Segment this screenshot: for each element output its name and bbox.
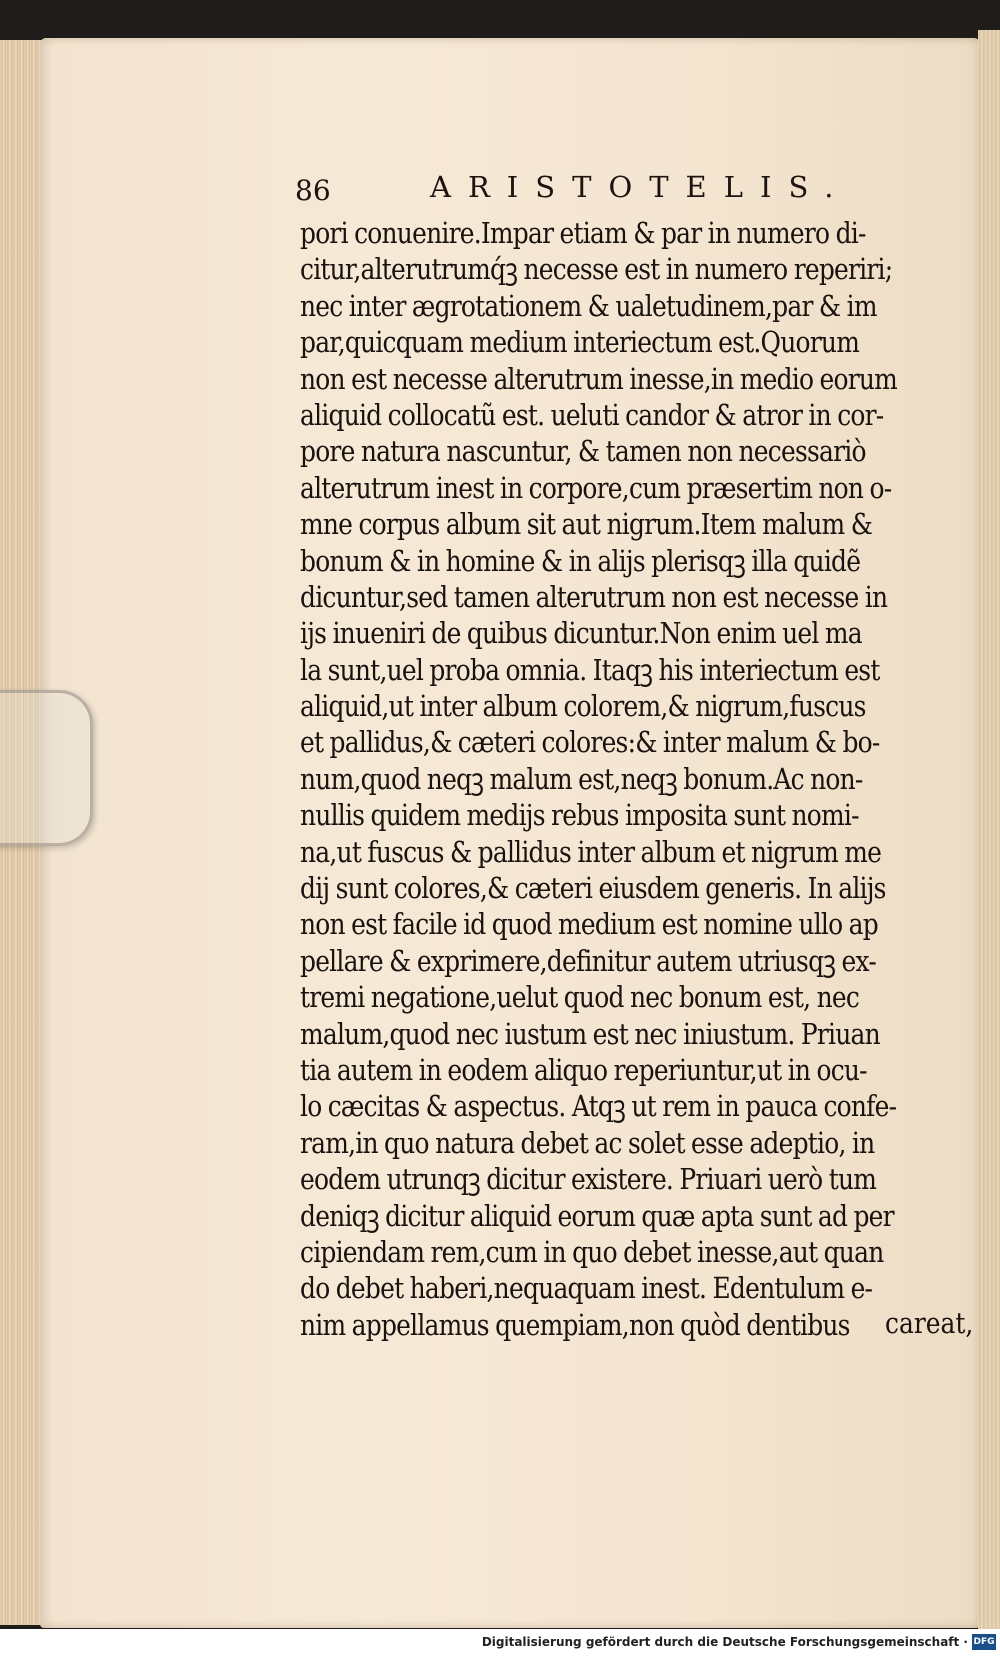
catchword: careat, <box>885 1306 974 1340</box>
text-line: ijs inueniri de quibus dicuntur.Non enim uel ma <box>300 616 862 651</box>
text-line: mne corpus album sit aut nigrum.Item malum & <box>300 507 873 542</box>
text-line: pori conuenire.Impar etiam & par in numero di- <box>300 216 866 250</box>
text-line: non est necesse alterutrum inesse,in medio eorum <box>300 361 898 396</box>
text-line: na,ut fuscus & pallidus inter album et nigrum me <box>300 834 882 869</box>
text-line: do debet haberi,nequaquam inest. Edentulum e- <box>300 1271 873 1306</box>
text-line: ram,in quo natura debet ac solet esse adeptio, in <box>300 1125 875 1160</box>
book-page-edges-right <box>978 30 1000 1630</box>
text-line: dij sunt colores,& cæteri eiusdem generis. In alijs <box>300 871 886 906</box>
text-line: nec inter ægrotationem & ualetudinem,par & im <box>300 288 877 323</box>
running-title: ARISTOTELIS. <box>430 170 851 204</box>
text-line: non est facile id quod medium est nomine ullo ap <box>300 907 878 942</box>
text-line: deniqꝫ dicitur aliquid eorum quæ apta sunt ad per <box>300 1198 894 1233</box>
page-number: 86 <box>295 174 331 207</box>
footer-credit: Digitalisierung gefördert durch die Deutsche Forschungsgemeinschaft · <box>481 1635 968 1649</box>
text-line: nim appellamus quempiam,non quòd dentibus <box>300 1307 850 1342</box>
text-line: aliquid,ut inter album colorem,& nigrum,fuscus <box>300 689 866 724</box>
text-line: par,quicquam medium interiectum est.Quorum <box>300 325 860 360</box>
text-line: et pallidus,& cæteri colores:& inter malum & bo- <box>300 725 880 760</box>
page-header <box>295 164 895 214</box>
text-line: malum,quod nec iustum est nec iniustum. Priuan <box>300 1016 880 1051</box>
text-line: citur,alterutrumq́ꝫ necesse est in numero reperiri; <box>300 252 893 287</box>
text-line: tia autem in eodem aliquo reperiuntur,ut in ocu- <box>300 1052 867 1087</box>
text-line: num,quod neqꝫ malum est,neqꝫ bonum.Ac non- <box>300 761 863 796</box>
text-line: alterutrum inest in corpore,cum præsertim non o- <box>300 470 892 505</box>
text-line: lo cæcitas & aspectus. Atqꝫ ut rem in pauca confe- <box>300 1089 897 1124</box>
text-line: cipiendam rem,cum in quo debet inesse,aut quan <box>300 1234 884 1269</box>
plastic-clip <box>0 690 93 846</box>
text-line: la sunt,uel proba omnia. Itaqꝫ his interiectum est <box>300 652 880 687</box>
text-line: pore natura nascuntur, & tamen non necessariò <box>300 434 866 469</box>
digitization-footer <box>0 1629 1000 1656</box>
dfg-logo-icon: DFG <box>972 1634 996 1650</box>
text-line: eodem utrunqꝫ dicitur existere. Priuari uerò tum <box>300 1162 877 1197</box>
text-line: tremi negatione,uelut quod nec bonum est, nec <box>300 980 860 1015</box>
text-line: nullis quidem medijs rebus imposita sunt nomi- <box>300 798 859 833</box>
text-line: pellare & exprimere,definitur autem utriusqꝫ ex- <box>300 943 877 978</box>
body-text <box>300 215 930 1343</box>
text-line: bonum & in homine & in alijs plerisqꝫ illa quidẽ <box>300 543 861 578</box>
text-line: aliquid collocatũ est. ueluti candor & atror in cor- <box>300 397 884 432</box>
text-line: dicuntur,sed tamen alterutrum non est necesse in <box>300 579 888 614</box>
